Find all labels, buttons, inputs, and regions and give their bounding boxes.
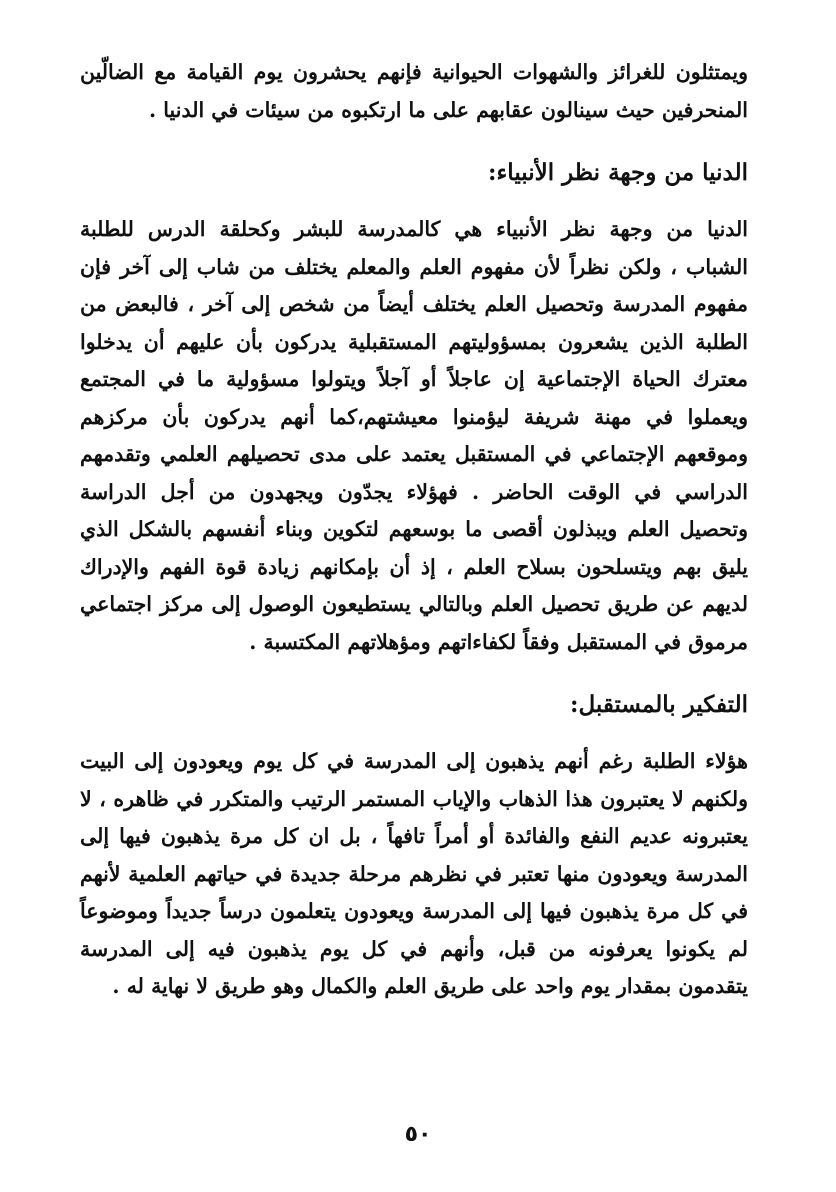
section-prophets-view — [80, 155, 748, 661]
section-future-thinking — [80, 687, 748, 1006]
page-body — [80, 54, 748, 1006]
section-paragraph: الدنيا من وجهة نظر الأنبياء هي كالمدرسة للبشر وكحلقة الدرس للطلبة الشباب ، ولكن نظراً لأن مفهوم العلم والمعلم يختلف من شاب إلى آخر فإن مفهوم المدرسة وتحصيل العلم يختلف أيضاً من شخص إلى آخر ، فالبعض من الطلبة الذين يشعرون بمسؤوليتهم المستقبلية يدركون بأن عليهم أن يدخلوا معترك الحياة الإجتماعية إن عاجلاً أو آجلاً ويتولوا مسؤولية ما في المجتمع ويعملوا في مهنة شريفة ليؤمنوا معيشتهم،كما أنهم يدركون بأن مركزهم وموقعهم الإجتماعي في المستقبل يعتمد على مدى تحصيلهم العلمي وتقدمهم الدراسي في الوقت الحاضر . فهؤلاء يجدّون ويجهدون من أجل الدراسة وتحصيل العلم ويبذلون أقصى ما بوسعهم لتكوين وبناء أنفسهم بالشكل الذي يليق بهم ويتسلحون بسلاح العلم ، إذ أن بإمكانهم زيادة قوة الفهم والإدراك لديهم عن طريق تحصيل العلم وبالتالي يستطيعون الوصول إلى مركز اجتماعي مرموق في المستقبل وفقاً لكفاءاتهم ومؤهلاتهم المكتسبة . — [80, 217, 748, 654]
section-heading: الدنيا من وجهة نظر الأنبياء: — [488, 159, 748, 186]
section-paragraph: هؤلاء الطلبة رغم أنهم يذهبون إلى المدرسة في كل يوم ويعودون إلى البيت ولكنهم لا يعتبرون هذا الذهاب والإياب المستمر الرتيب والمتكرر في ظاهره ، لا يعتبرونه عديم النفع والفائدة أو أمراً تافهاً ، بل ان كل مرة يذهبون فيها إلى المدرسة ويعودون منها تعتبر في نظرهم مرحلة جديدة في حياتهم العلمية لأنهم في كل مرة يذهبون فيها إلى المدرسة ويعودون يتعلمون درساً جديداً وموضوعاً لم يكونوا يعرفونه من قبل، وأنهم في كل يوم يذهبون فيه إلى المدرسة يتقدمون بمقدار يوم واحد على طريق العلم والكمال وهو طريق لا نهاية له . — [80, 749, 748, 998]
intro-paragraph: ويمتثلون للغرائز والشهوات الحيوانية فإنهم يحشرون يوم القيامة مع الضالّين المنحرفين حيث سينالون عقابهم على ما ارتكبوه من سيئات في الدنيا . — [80, 60, 748, 122]
section-heading: التفكير بالمستقبل: — [570, 691, 748, 718]
page-number: ٥٠ — [404, 1122, 432, 1147]
